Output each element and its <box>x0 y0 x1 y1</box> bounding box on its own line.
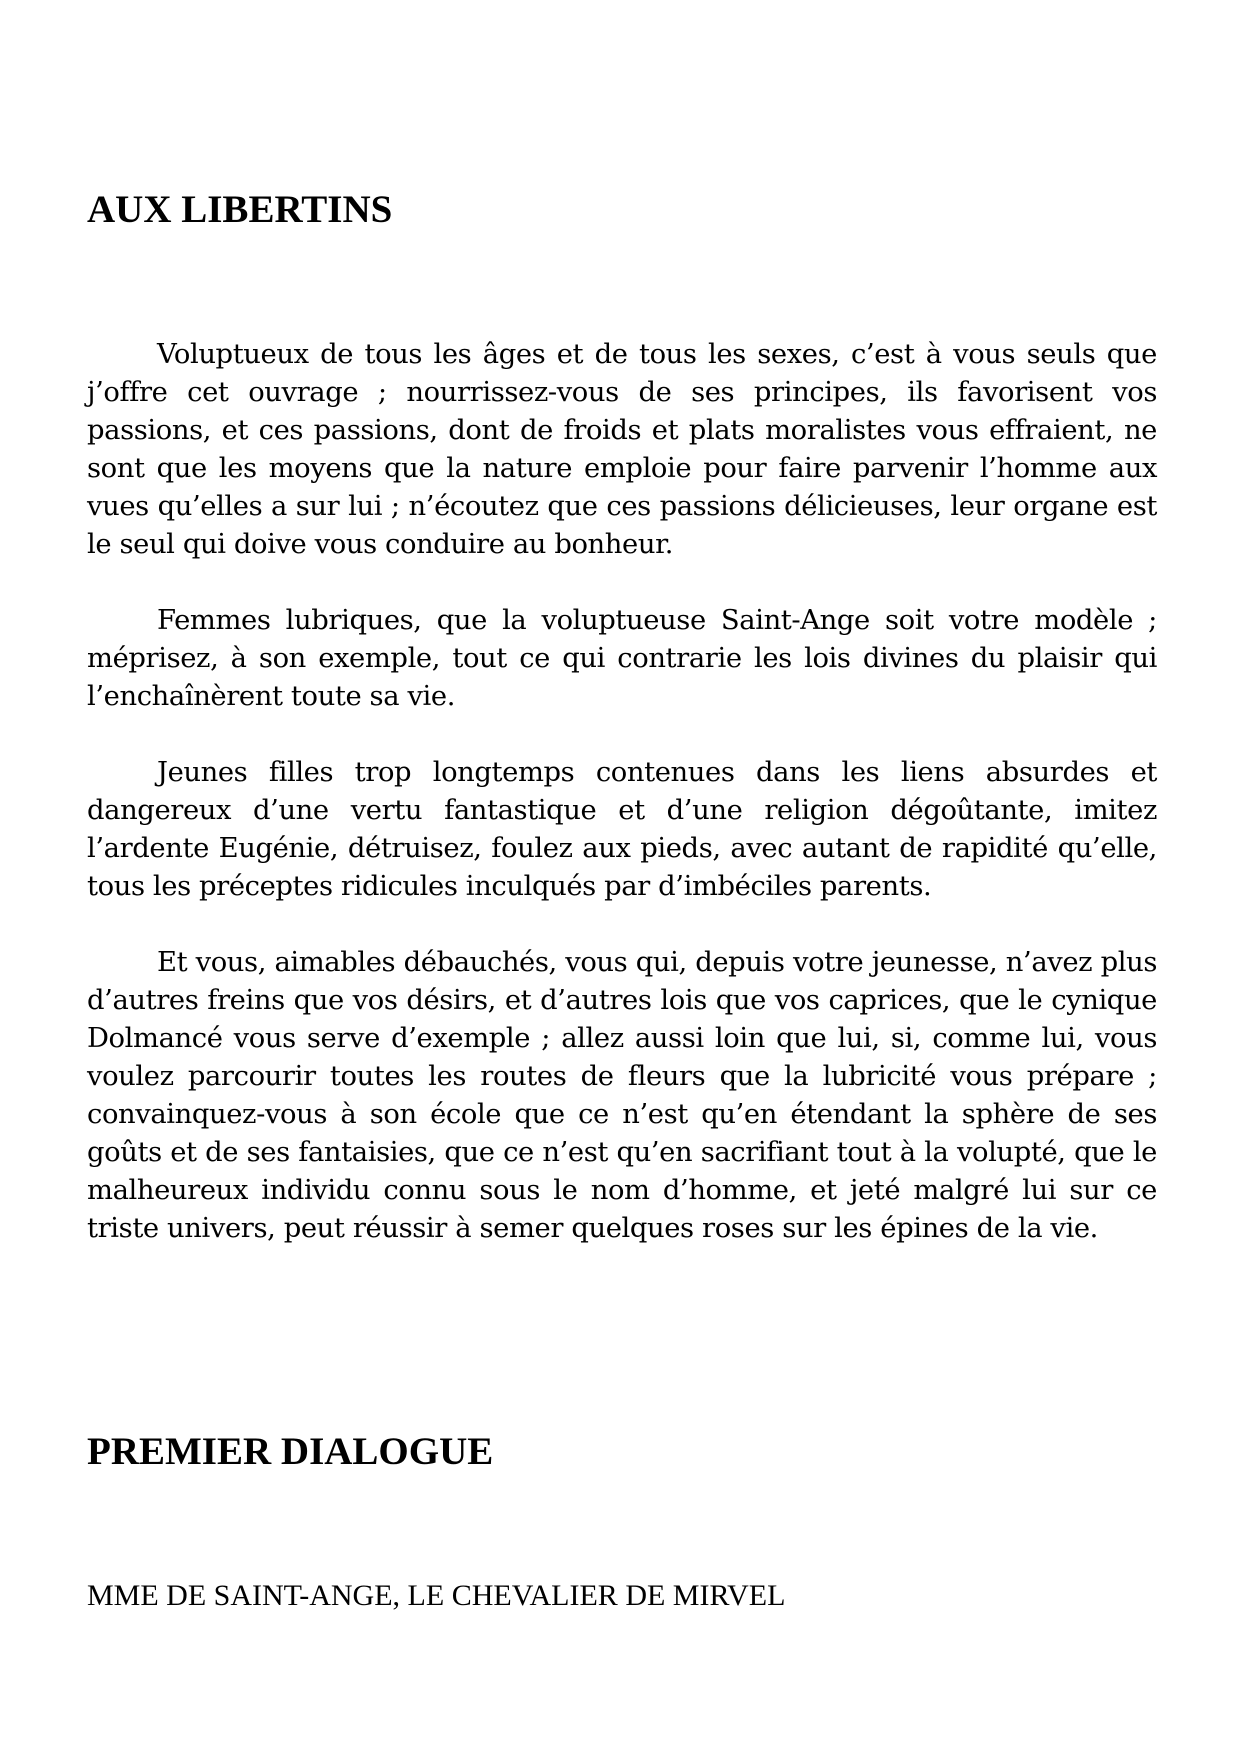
dedication-body <box>87 336 1157 1248</box>
document-page <box>87 0 1157 1755</box>
section-title: AUX LIBERTINS <box>87 188 393 231</box>
paragraph: Jeunes filles trop longtemps contenues dans les liens absurdes et dangereux d’une vertu fantastique et d’une religion dégoûtante, imitez l’ardente Eugénie, détruisez, foulez aux pieds, avec autant de rapidité qu’elle, tous les préceptes ridicules inculqués par d’imbéciles parents. <box>87 757 1157 902</box>
paragraph: Femmes lubriques, que la voluptueuse Saint-Ange soit votre modèle ; méprisez, à son exemple, tout ce qui contrarie les lois divines du plaisir qui l’enchaînèrent toute sa vie. <box>87 605 1157 712</box>
characters-line: MME DE SAINT-ANGE, LE CHEVALIER DE MIRVEL <box>87 1579 786 1612</box>
chapter-title: PREMIER DIALOGUE <box>87 1430 494 1473</box>
paragraph: Voluptueux de tous les âges et de tous les sexes, c’est à vous seuls que j’offre cet ouvrage ; nourrissez-vous de ses principes, ils favorisent vos passions, et ces passions, dont de froids et plats moralistes vous effraient, ne sont que les moyens que la nature emploie pour faire parvenir l’homme aux vues qu’elles a sur lui ; n’écoutez que ces passions délicieuses, leur organe est le seul qui doive vous conduire au bonheur. <box>87 339 1157 560</box>
paragraph: Et vous, aimables débauchés, vous qui, depuis votre jeunesse, n’avez plus d’autres freins que vos désirs, et d’autres lois que vos caprices, que le cynique Dolmancé vous serve d’exemple ; allez aussi loin que lui, si, comme lui, vous voulez parcourir toutes les routes de fleurs que la lubricité vous prépare ; convainquez-vous à son école que ce n’est qu’en étendant la sphère de ses goûts et de ses fantaisies, que ce n’est qu’en sacrifiant tout à la volupté, que le malheureux individu connu sous le nom d’homme, et jeté malgré lui sur ce triste univers, peut réussir à semer quelques roses sur les épines de la vie. <box>87 947 1157 1244</box>
